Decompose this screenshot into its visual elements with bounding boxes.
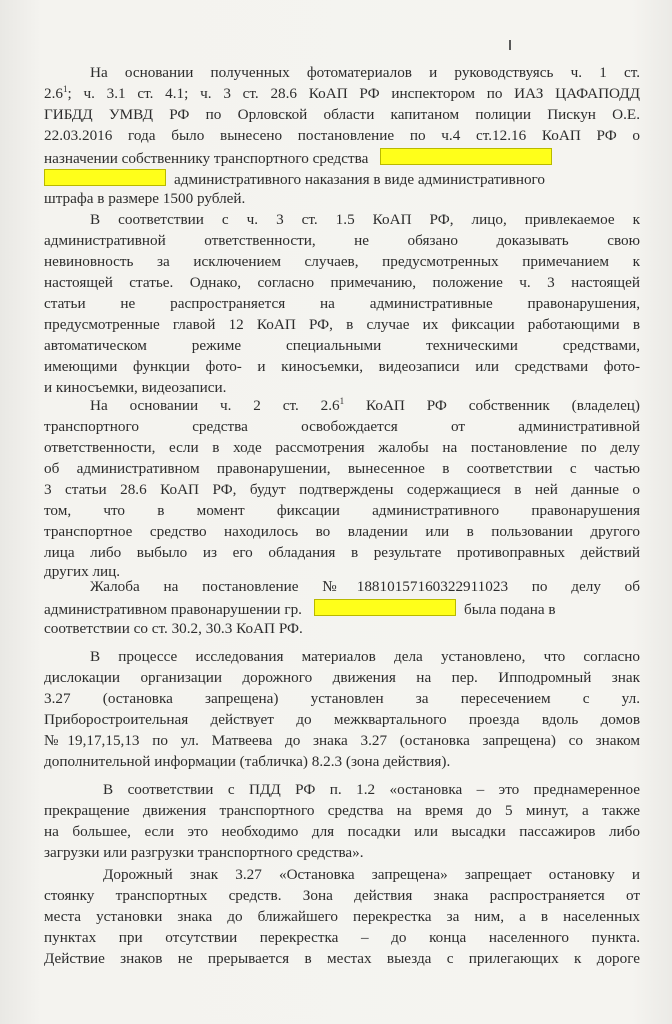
line-text: лица либо выбыло из его обладания в результате противоправных действий — [44, 544, 640, 561]
line-text: имеющими функции фото- и киносъемки, видеозаписи или средствами фото- — [44, 358, 640, 375]
line-text-continued: КоАП РФ собственник (владелец) — [344, 397, 640, 414]
text-line — [44, 337, 640, 355]
line-text: пунктах при отсутствии перекрестка – до конца населенного пункта. — [44, 929, 640, 946]
text-line — [44, 232, 640, 250]
text-line — [44, 802, 640, 820]
line-text: стоянку транспортных средств. Зона действия знака распространяется от — [44, 887, 640, 904]
redaction-box — [380, 148, 552, 165]
line-text: дислокации организации дорожного движения на пер. Ипподромный знак — [44, 669, 640, 686]
line-text: и киносъемки, видеозаписи. — [44, 379, 227, 396]
text-line — [44, 253, 640, 271]
text-line — [90, 648, 640, 666]
redaction-box — [44, 169, 166, 186]
line-text: ГИБДД УМВД РФ по Орловской области капитаном полиции Пискун О.Е. — [44, 106, 640, 123]
text-line — [44, 753, 640, 771]
text-line — [90, 211, 640, 229]
line-text: административной ответственности, не обязано доказывать свою — [44, 232, 640, 249]
line-text: статьи не распространяется на административные правонарушения, — [44, 295, 640, 312]
text-line — [90, 397, 640, 415]
text-line — [44, 460, 640, 478]
line-text: На основании ч. 2 ст. 2.6 — [90, 397, 340, 414]
pen-mark — [509, 40, 511, 50]
line-text: административного наказания в виде административного — [174, 171, 546, 187]
line-text: других лиц. — [44, 563, 121, 580]
text-line — [44, 950, 640, 968]
line-text: об административном правонарушении, вынесенное в соответствии с частью — [44, 460, 640, 477]
line-text-tail: была подана в — [463, 601, 556, 617]
text-line — [44, 711, 640, 729]
text-line — [44, 418, 640, 436]
text-line — [90, 64, 640, 82]
text-line — [44, 358, 640, 376]
text-line — [44, 690, 640, 708]
line-text: дополнительной информации (табличка) 8.2.3 (зона действия). — [44, 753, 451, 770]
line-text: В процессе исследования материалов дела установлено, что согласно — [90, 648, 640, 665]
superscript: 1 — [339, 397, 345, 406]
text-line — [44, 295, 640, 313]
text-line — [44, 620, 640, 638]
line-text: настоящей статье. Однако, согласно примечанию, положение ч. 3 настоящей — [44, 274, 640, 291]
line-text: штрафа в размере 1500 рублей. — [44, 190, 246, 207]
text-line — [44, 481, 640, 499]
line-text: Дорожный знак 3.27 «Остановка запрещена» запрещает остановку и — [103, 866, 640, 883]
line-text: транспортное средство находилось во владении или в пользовании другого — [44, 523, 640, 540]
line-text: Жалоба на постановление №18810157160322911023 по делу об — [90, 578, 640, 595]
text-line — [44, 732, 640, 750]
text-line — [90, 578, 640, 596]
line-text: невиновность за исключением случаев, предусмотренных примечанием к — [44, 253, 640, 270]
text-line — [103, 781, 640, 799]
line-text: 22.03.2016 года было вынесено постановление по ч.4 ст.12.16 КоАП РФ о — [44, 127, 640, 144]
line-text: В соответствии с ч. 3 ст. 1.5 КоАП РФ, лицо, привлекаемое к — [90, 211, 640, 228]
line-text: 3.27 (остановка запрещена) установлен за пересечением с ул. — [44, 690, 640, 707]
line-text: ответственности, если в ходе рассмотрения жалобы на постановление по делу — [44, 439, 640, 456]
line-text: Действие знаков не прерывается в местах выезда с прилегающих к дороге — [44, 950, 640, 967]
text-line — [44, 274, 640, 292]
line-text: назначении собственнику транспортного средства — [44, 150, 369, 166]
line-text: №19,17,15,13 по ул. Матвеева до знака 3.27 (остановка запрещена) со знаком — [44, 732, 640, 749]
text-line — [44, 823, 640, 841]
text-line — [44, 439, 640, 457]
text-line — [44, 85, 640, 103]
line-text: загрузки или разгрузки транспортного средства». — [44, 844, 364, 861]
redaction-box — [314, 599, 456, 616]
text-line — [44, 190, 640, 208]
text-line — [44, 169, 640, 187]
superscript: 1 — [62, 85, 68, 94]
text-line — [44, 844, 640, 862]
text-line — [44, 148, 640, 166]
text-line — [44, 316, 640, 334]
text-line — [44, 523, 640, 541]
line-text: На основании полученных фотоматериалов и руководствуясь ч. 1 ст. — [90, 64, 640, 81]
line-text: на большее, если это необходимо для посадки или высадки пассажиров либо — [44, 823, 640, 840]
line-text: места установки знака до ближайшего перекрестка за ним, а в населенных — [44, 908, 640, 925]
text-line — [44, 544, 640, 562]
text-line — [44, 379, 640, 397]
line-text: соответствии со ст. 30.2, 30.3 КоАП РФ. — [44, 620, 303, 637]
line-text: автоматическом режиме специальными техническими средствами, — [44, 337, 640, 354]
text-line — [44, 127, 640, 145]
line-text: предусмотренные главой 12 КоАП РФ, в случае их фиксации работающими в — [44, 316, 640, 333]
text-line — [44, 887, 640, 905]
line-text: Приборостроительная действует до межквартального проезда вдоль домов — [44, 711, 640, 728]
text-line — [44, 502, 640, 520]
text-line — [44, 106, 640, 124]
text-line — [103, 866, 640, 884]
text-line — [44, 908, 640, 926]
line-text: административном правонарушении гр. — [44, 601, 302, 617]
text-line — [44, 929, 640, 947]
line-text: прекращение движения транспортного средства на время до 5 минут, а также — [44, 802, 640, 819]
line-text: 3 статьи 28.6 КоАП РФ, будут подтверждены содержащиеся в ней данные о — [44, 481, 640, 498]
text-line — [44, 599, 640, 617]
line-text: транспортного средства освобождается от административной — [44, 418, 640, 435]
line-text: В соответствии с ПДД РФ п. 1.2 «остановка – это преднамеренное — [103, 781, 640, 798]
text-line — [44, 669, 640, 687]
line-text-continued: ; ч. 3.1 ст. 4.1; ч. 3 ст. 28.6 КоАП РФ инспектором по ИАЗ ЦАФАПОДД — [67, 85, 640, 102]
line-text: том, что в момент фиксации административного правонарушения — [44, 502, 640, 519]
line-text: 2.6 — [44, 85, 63, 102]
